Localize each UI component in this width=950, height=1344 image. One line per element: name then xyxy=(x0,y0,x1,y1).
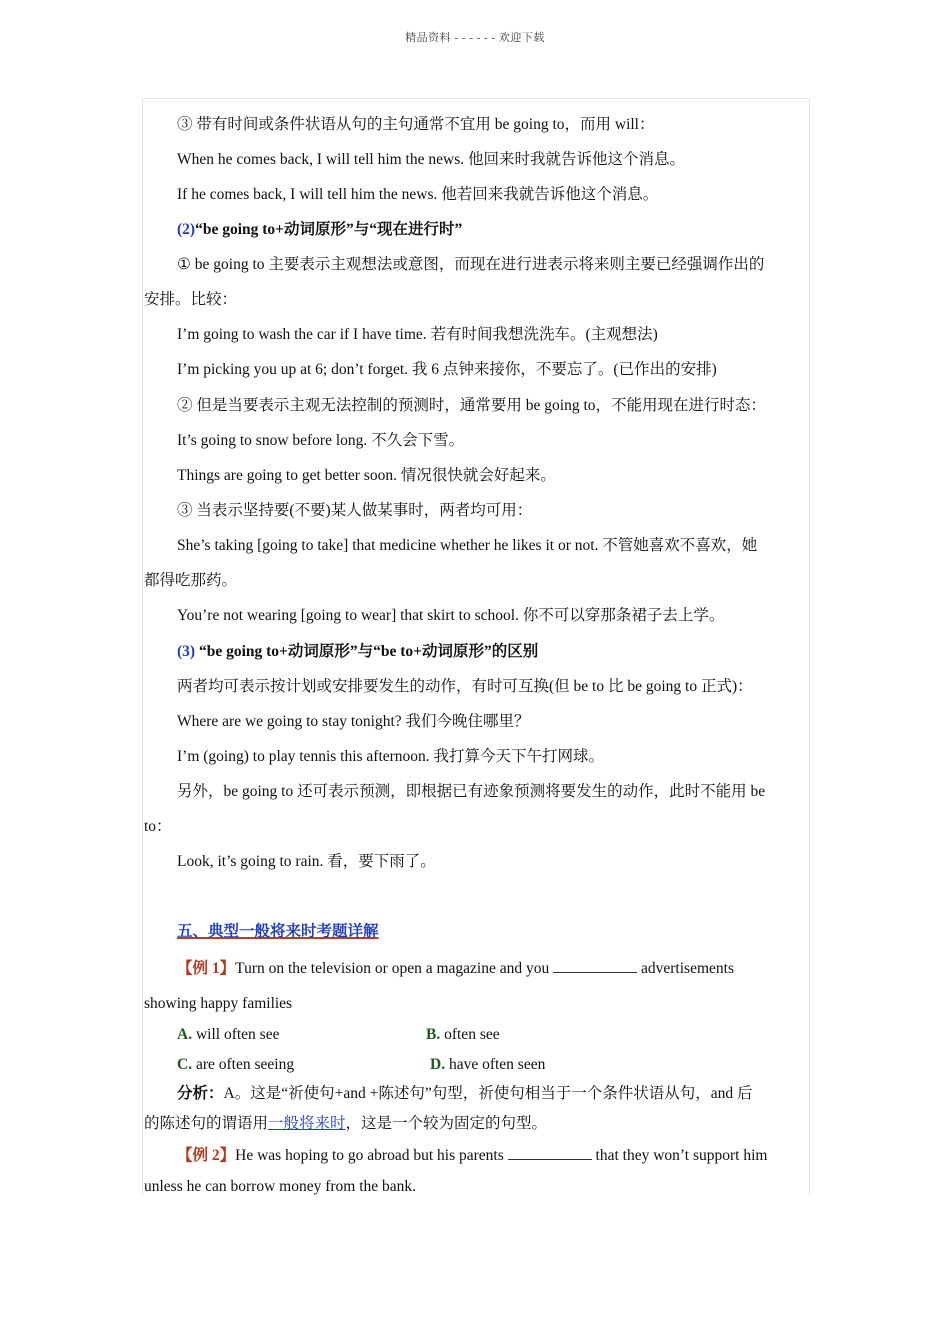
page-header: 精品资料 - - - - - - 欢迎下载 xyxy=(405,32,545,44)
example-sentence: Where are we going to stay tonight? 我们今晚住哪里？ xyxy=(177,713,530,730)
example-sentence: I’m picking you up at 6; don’t forget. 我 6 点钟来接你，不要忘了。(已作出的安排) xyxy=(177,361,717,378)
body-text: ③ 当表示坚持要(不要)某人做某事时，两者均可用： xyxy=(177,502,533,519)
option-a xyxy=(177,1025,279,1045)
example-2-text: He was hoping to go abroad but his parents xyxy=(235,1147,504,1164)
subheading-text: “be going to+动词原形”与“be to+动词原形”的区别 xyxy=(195,643,539,660)
option-text: often see xyxy=(444,1026,500,1043)
example-2-tag: 【例 2】 xyxy=(177,1147,236,1164)
option-b xyxy=(426,1025,500,1045)
example-sentence: 都得吃那药。 xyxy=(144,572,238,589)
body-text: ① be going to 主要表示主观想法或意图，而现在进行进表示将来则主要已经强调作出的 xyxy=(177,256,765,273)
analysis-text: A。这是“祈使句+and +陈述句”句型，祈使句相当于一个条件状语从句，and 后 xyxy=(223,1085,753,1102)
example-sentence: You’re not wearing [going to wear] that skirt to school. 你不可以穿那条裙子去上学。 xyxy=(177,607,725,624)
example-1-text: advertisements xyxy=(641,960,734,977)
body-text: ② 但是当要表示主观无法控制的预测时，通常要用 be going to，不能用现在进行时态： xyxy=(177,397,766,414)
example-2-text: that they won’t support him xyxy=(595,1147,768,1164)
example-sentence: I’m going to wash the car if I have time. 若有时间我想洗洗车。(主观想法) xyxy=(177,326,658,343)
example-1-tag: 【例 1】 xyxy=(177,960,236,977)
example-sentence: Look, it’s going to rain. 看，要下雨了。 xyxy=(177,853,436,870)
subheading xyxy=(177,220,462,240)
answer-blank xyxy=(553,958,637,973)
body-text: 安排。比较： xyxy=(144,291,238,308)
analysis-text: 的陈述句的谓语用 xyxy=(144,1115,269,1132)
option-letter: D. xyxy=(430,1056,446,1073)
example-2-text: unless he can borrow money from the bank. xyxy=(144,1178,417,1195)
example-sentence: She’s taking [going to take] that medicine whether he likes it or not. 不管她喜欢不喜欢，她 xyxy=(177,537,758,554)
option-letter: A. xyxy=(177,1026,193,1043)
section-title: 五、典型一般将来时考题详解 xyxy=(177,923,379,940)
body-text: 另外，be going to 还可表示预测，即根据已有迹象预测将要发生的动作，此时不能用 be xyxy=(177,783,766,800)
subheading xyxy=(177,642,538,662)
analysis-text: ，这是一个较为固定的句型。 xyxy=(345,1115,548,1132)
example-sentence: It’s going to snow before long. 不久会下雪。 xyxy=(177,432,465,449)
answer-blank xyxy=(508,1145,592,1160)
analysis-label: 分析： xyxy=(177,1085,224,1102)
example-sentence: I’m (going) to play tennis this afternoon. 我打算今天下午打网球。 xyxy=(177,748,605,765)
grammar-link[interactable]: 一般将来时 xyxy=(268,1115,346,1132)
option-text: will often see xyxy=(195,1026,280,1043)
example-sentence: If he comes back, I will tell him the news. 他若回来我就告诉他这个消息。 xyxy=(177,186,659,203)
option-d xyxy=(430,1055,545,1075)
example-2-question xyxy=(177,1145,767,1166)
analysis xyxy=(144,1114,547,1134)
analysis xyxy=(177,1084,752,1104)
option-c xyxy=(177,1055,294,1075)
example-1-question xyxy=(177,958,734,979)
subheading-number: (2) xyxy=(177,221,196,238)
subheading-number: (3) xyxy=(177,643,196,660)
option-text: are often seeing xyxy=(195,1056,295,1073)
example-sentence: Things are going to get better soon. 情况很快就会好起来。 xyxy=(177,467,556,484)
body-text: ③ 带有时间或条件状语从句的主句通常不宜用 be going to，而用 will： xyxy=(177,116,655,133)
option-text: have often seen xyxy=(448,1056,546,1073)
example-sentence: When he comes back, I will tell him the news. 他回来时我就告诉他这个消息。 xyxy=(177,151,685,168)
body-text: to： xyxy=(144,818,172,835)
option-letter: B. xyxy=(426,1026,441,1043)
subheading-text: “be going to+动词原形”与“现在进行时” xyxy=(195,221,463,238)
option-letter: C. xyxy=(177,1056,193,1073)
body-text: 两者均可表示按计划或安排要发生的动作，有时可互换(但 be to 比 be going to 正式)： xyxy=(177,678,753,695)
example-1-text: Turn on the television or open a magazine and you xyxy=(235,960,550,977)
example-1-text: showing happy families xyxy=(144,995,293,1012)
